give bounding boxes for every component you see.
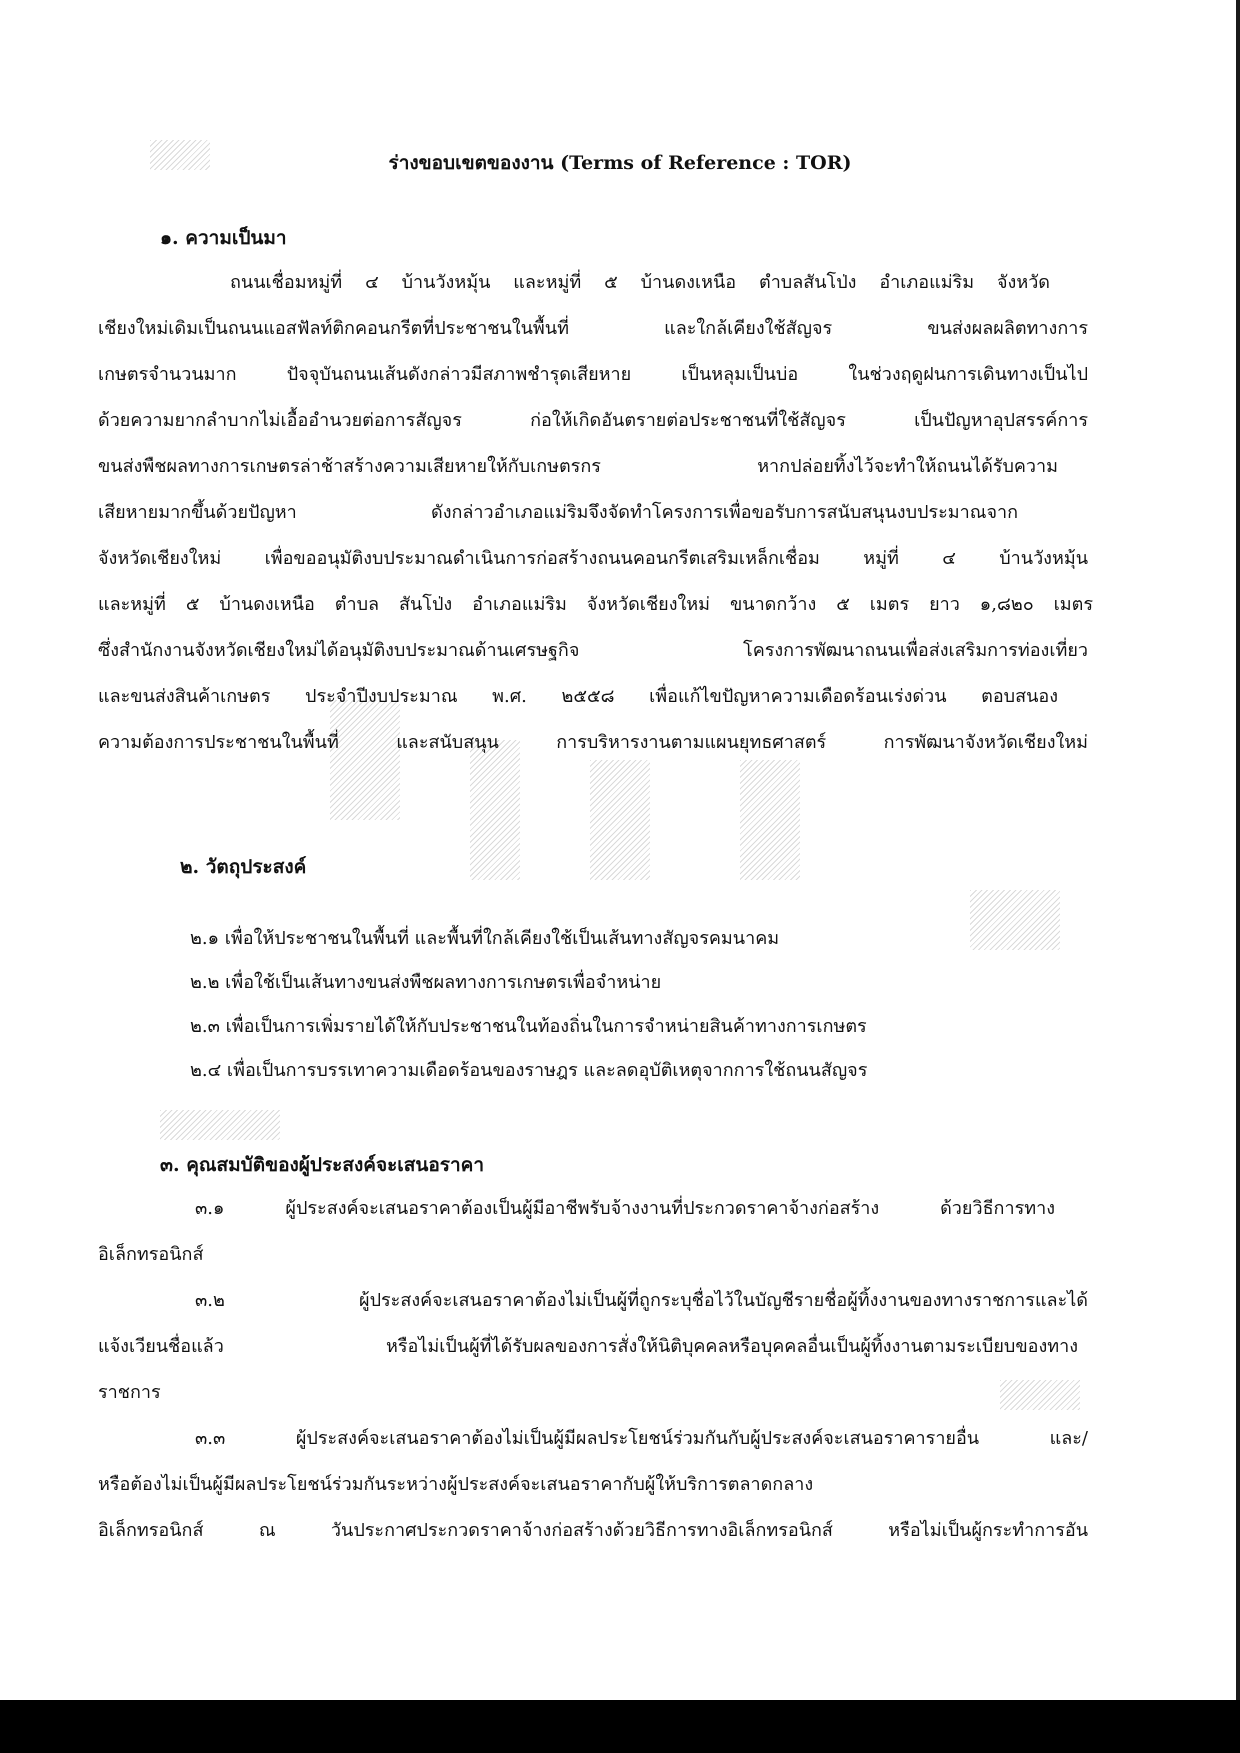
objective-item: ๒.๓ เพื่อเป็นการเพิ่มรายได้ให้กับประชาชนในท้องถิ่นในการจำหน่ายสินค้าทางการเกษตร xyxy=(190,1016,867,1037)
section-heading-qualifications: ๓. คุณสมบัติของผู้ประสงค์จะเสนอราคา xyxy=(160,1154,485,1176)
scan-artifact xyxy=(330,700,400,820)
document-title: ร่างขอบเขตของงาน (Terms of Reference : TOR) xyxy=(388,152,852,174)
paragraph-line: เชียงใหม่เดิมเป็นถนนแอสฟัลท์ติกคอนกรีตที่ประชาชนในพื้นที่ และใกล้เคียงใช้สัญจร ขนส่งผลผลิตทางการ xyxy=(98,318,1088,339)
paragraph-line: หรือต้องไม่เป็นผู้มีผลประโยชน์ร่วมกันระหว่างผู้ประสงค์จะเสนอราคากับผู้ให้บริการตลาดกลาง xyxy=(98,1474,814,1495)
scan-artifact xyxy=(740,760,800,880)
objective-item: ๒.๑ เพื่อให้ประชาชนในพื้นที่ และพื้นที่ใกล้เคียงใช้เป็นเส้นทางสัญจรคมนาคม xyxy=(190,928,780,949)
objective-item: ๒.๔ เพื่อเป็นการบรรเทาความเดือดร้อนของราษฎร และลดอุบัติเหตุจากการใช้ถนนสัญจร xyxy=(190,1060,868,1081)
paragraph-line: ด้วยความยากลำบากไม่เอื้ออำนวยต่อการสัญจร ก่อให้เกิดอันตรายต่อประชาชนที่ใช้สัญจร เป็นปัญหาอุปสรรค์การ xyxy=(98,410,1088,431)
section-heading-background: ๑. ความเป็นมา xyxy=(160,227,287,249)
scan-edge xyxy=(1236,0,1240,1700)
paragraph-line: แจ้งเวียนชื่อแล้ว หรือไม่เป็นผู้ที่ได้รับผลของการสั่งให้นิติบุคคลหรือบุคคลอื่นเป็นผู้ทิ้งงานตามระเบียบของทาง xyxy=(98,1336,1078,1357)
paragraph-line: ความต้องการประชาชนในพื้นที่ และสนับสนุน การบริหารงานตามแผนยุทธศาสตร์ การพัฒนาจังหวัดเชียงใหม่ xyxy=(98,732,1088,753)
paragraph-line: เกษตรจำนวนมาก ปัจจุบันถนนเส้นดังกล่าวมีสภาพชำรุดเสียหาย เป็นหลุมเป็นบ่อ ในช่วงฤดูฝนการเดินทางเป็นไป xyxy=(98,364,1088,385)
paragraph-line: และหมู่ที่ ๕ บ้านดงเหนือ ตำบล สันโป่ง อำเภอแม่ริม จังหวัดเชียงใหม่ ขนาดกว้าง ๕ เมตร ยาว ๑,๘๒๐ เมตร xyxy=(98,594,1093,615)
objective-item: ๒.๒ เพื่อใช้เป็นเส้นทางขนส่งพืชผลทางการเกษตรเพื่อจำหน่าย xyxy=(190,972,662,993)
paragraph-line: จังหวัดเชียงใหม่ เพื่อขออนุมัติงบประมาณดำเนินการก่อสร้างถนนคอนกรีตเสริมเหล็กเชื่อม หมู่ที่ ๔ บ้านวังหมุ้น xyxy=(98,548,1088,569)
scan-artifact xyxy=(470,740,520,880)
paragraph-line: ราชการ xyxy=(98,1382,161,1403)
paragraph-line: และขนส่งสินค้าเกษตร ประจำปีงบประมาณ พ.ศ. ๒๕๕๘ เพื่อแก้ไขปัญหาความเดือดร้อนเร่งด่วน ตอบสนอง xyxy=(98,686,1058,707)
paragraph-line: เสียหายมากขึ้นด้วยปัญหา ดังกล่าวอำเภอแม่ริมจึงจัดทำโครงการเพื่อขอรับการสนับสนุนงบประมาณจาก xyxy=(98,502,1018,523)
scan-artifact xyxy=(160,1110,280,1140)
paragraph-line: ขนส่งพืชผลทางการเกษตรล่าช้าสร้างความเสียหายให้กับเกษตรกร หากปล่อยทิ้งไว้จะทำให้ถนนได้รับความ xyxy=(98,456,1058,477)
scan-bottom-border xyxy=(0,1700,1240,1753)
paragraph-line: ๓.๑ ผู้ประสงค์จะเสนอราคาต้องเป็นผู้มีอาชีพรับจ้างงานที่ประกวดราคาจ้างก่อสร้าง ด้วยวิธีการทาง xyxy=(195,1198,1055,1219)
paragraph-line: อิเล็กทรอนิกส์ ณ วันประกาศประกวดราคาจ้างก่อสร้างด้วยวิธีการทางอิเล็กทรอนิกส์ หรือไม่เป็นผู้กระทำการอัน xyxy=(98,1520,1088,1541)
section-heading-objectives: ๒. วัตถุประสงค์ xyxy=(180,856,307,878)
scan-artifact xyxy=(590,760,650,880)
paragraph-line: ๓.๓ ผู้ประสงค์จะเสนอราคาต้องไม่เป็นผู้มีผลประโยชน์ร่วมกันกับผู้ประสงค์จะเสนอราคารายอื่น และ/ xyxy=(195,1428,1088,1449)
scan-artifact xyxy=(970,890,1060,950)
paragraph-line: อิเล็กทรอนิกส์ xyxy=(98,1244,204,1265)
scan-artifact xyxy=(1000,1380,1080,1410)
paragraph-line: ซึ่งสำนักงานจังหวัดเชียงใหม่ได้อนุมัติงบประมาณด้านเศรษฐกิจ โครงการพัฒนาถนนเพื่อส่งเสริมการท่องเที่ยว xyxy=(98,640,1088,661)
paragraph-line: ๓.๒ ผู้ประสงค์จะเสนอราคาต้องไม่เป็นผู้ที่ถูกระบุชื่อไว้ในบัญชีรายชื่อผู้ทิ้งงานของทางราชการและได้ xyxy=(195,1290,1088,1311)
paragraph-line: ถนนเชื่อมหมู่ที่ ๔ บ้านวังหมุ้น และหมู่ที่ ๕ บ้านดงเหนือ ตำบลสันโป่ง อำเภอแม่ริม จังหวัด xyxy=(230,272,1050,293)
